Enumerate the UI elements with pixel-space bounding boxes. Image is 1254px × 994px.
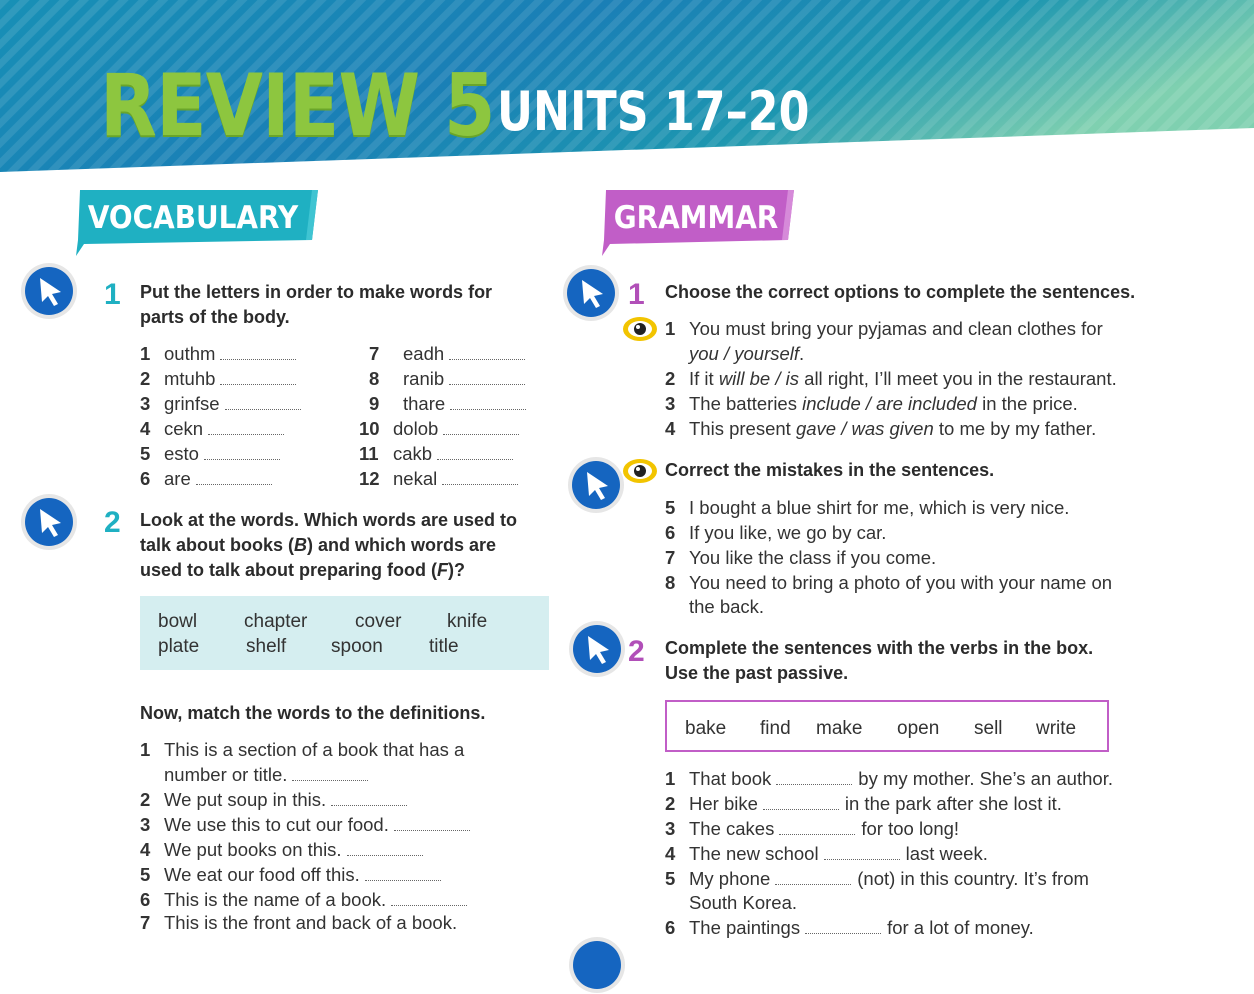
list-item: 6 are <box>140 466 272 491</box>
option-choice[interactable]: gave / was given <box>795 418 934 439</box>
list-item: 4 We put books on this. <box>140 837 423 862</box>
answer-blank[interactable] <box>443 416 519 435</box>
word-box-item: knife <box>447 611 488 632</box>
cursor-icon <box>568 936 626 994</box>
answer-blank[interactable] <box>824 841 900 860</box>
list-item: 4 This present gave / was given to me by my father. <box>665 418 1097 439</box>
cursor-icon <box>567 456 625 514</box>
exercise-number: 2 <box>104 506 121 539</box>
verb-box-item: sell <box>974 718 1003 739</box>
list-item: 3 We use this to cut our food. <box>140 812 470 837</box>
answer-blank[interactable] <box>365 862 441 881</box>
answer-blank[interactable] <box>331 787 407 806</box>
list-item: 5 esto <box>140 441 280 466</box>
verb-box-item: make <box>816 718 863 739</box>
answer-blank[interactable] <box>391 887 467 906</box>
list-item: 4 The new school last week. <box>665 843 988 864</box>
list-item: 3 The cakes for too long! <box>665 818 960 839</box>
answer-blank[interactable] <box>220 366 296 385</box>
answer-blank[interactable] <box>292 762 368 781</box>
verb-box-item: open <box>897 718 940 739</box>
exercise-instruction: Choose the correct options to complete the sentences. <box>665 282 1136 302</box>
list-item: 9 thare <box>369 391 526 416</box>
grammar-tag-label: GRAMMAR <box>613 200 779 236</box>
list-item: 7 You like the class if you come. <box>665 547 937 568</box>
list-item: 5 I bought a blue shirt for me, which is very nice. <box>665 497 1070 518</box>
answer-blank[interactable] <box>208 416 284 435</box>
answer-blank[interactable] <box>450 391 526 410</box>
option-choice[interactable]: will be / is <box>718 368 800 389</box>
exercise-instruction: Put the letters in order to make words for parts of the body. <box>140 282 493 327</box>
cursor-icon <box>568 620 626 678</box>
word-box-item: spoon <box>331 636 383 657</box>
eye-icon <box>622 458 658 484</box>
list-item: 3 The batteries include / are included in the price. <box>665 393 1078 414</box>
list-item: 12 nekal <box>359 466 518 491</box>
list-item: 5 My phone (not) in this country. It’s from <box>665 868 1089 889</box>
list-item: 2 Her bike in the park after she lost it. <box>665 793 1062 814</box>
units-title: UNITS 17–20 <box>497 80 810 143</box>
word-box-item: cover <box>355 611 402 632</box>
answer-blank[interactable] <box>220 341 296 360</box>
verb-box-item: write <box>1036 718 1077 739</box>
verb-box-item: bake <box>685 718 727 739</box>
list-item: 6 The paintings for a lot of money. <box>665 917 1034 938</box>
option-choice[interactable]: include / are included <box>802 393 977 414</box>
list-item: 2 If it will be / is all right, I’ll meet you in the restaurant. <box>665 368 1117 389</box>
list-item: you / yourself. <box>689 343 805 364</box>
vocabulary-tag <box>74 190 318 256</box>
list-item: 1 outhm <box>140 341 296 366</box>
answer-blank[interactable] <box>449 341 525 360</box>
answer-blank[interactable] <box>442 466 518 485</box>
list-item: 6 If you like, we go by car. <box>665 522 887 543</box>
review-title: REVIEW 5 <box>100 56 495 156</box>
verb-box <box>665 700 1109 752</box>
cursor-icon <box>562 264 620 322</box>
answer-blank[interactable] <box>805 915 881 934</box>
answer-blank[interactable] <box>437 441 513 460</box>
cursor-icon <box>20 262 78 320</box>
answer-blank[interactable] <box>394 812 470 831</box>
match-instruction: Now, match the words to the definitions. <box>140 703 486 723</box>
answer-blank[interactable] <box>225 391 301 410</box>
header-banner <box>0 0 1254 172</box>
exercise-instruction: Complete the sentences with the verbs in the box. Use the past passive. <box>665 638 1094 683</box>
answer-blank[interactable] <box>779 816 855 835</box>
answer-blank[interactable] <box>204 441 280 460</box>
word-box-item: plate <box>158 636 200 657</box>
vocabulary-tag-label: VOCABULARY <box>87 200 299 236</box>
list-item: 2 We put soup in this. <box>140 787 407 812</box>
answer-blank[interactable] <box>763 791 839 810</box>
word-box-item: bowl <box>158 611 198 632</box>
grammar-tag <box>600 190 794 256</box>
answer-blank[interactable] <box>196 466 272 485</box>
word-box <box>140 596 549 670</box>
list-item: 8 You need to bring a photo of you with your name on <box>665 572 1113 593</box>
list-item: South Korea. <box>689 892 797 913</box>
word-box-item: shelf <box>246 636 287 657</box>
exercise-number: 1 <box>628 278 645 311</box>
list-item: 1 You must bring your pyjamas and clean clothes for <box>665 318 1103 339</box>
exercise-number: 1 <box>104 278 121 311</box>
list-item: 8 ranib <box>369 366 525 391</box>
list-item: 5 We eat our food off this. <box>140 862 441 887</box>
verb-box-item: find <box>760 718 791 739</box>
word-box-item: chapter <box>244 611 308 632</box>
list-item: 6 This is the name of a book. <box>140 887 467 912</box>
list-item: 1 This is a section of a book that has a <box>140 739 465 760</box>
list-item: 7 This is the front and back of a book. <box>140 912 458 933</box>
list-item: 7 eadh <box>369 341 525 366</box>
list-item: 1 That book by my mother. She’s an author. <box>665 768 1113 789</box>
exercise-instruction: Look at the words. Which words are used to talk about books (B) and which words are used to talk about preparing food (F)? <box>140 510 518 580</box>
list-item: 3 grinfse <box>140 391 301 416</box>
answer-blank[interactable] <box>775 866 851 885</box>
eye-icon <box>622 316 658 342</box>
answer-blank[interactable] <box>776 766 852 785</box>
option-choice[interactable]: you / yourself <box>689 343 800 364</box>
list-item: 4 cekn <box>140 416 284 441</box>
cursor-icon <box>20 493 78 551</box>
correct-instruction: Correct the mistakes in the sentences. <box>665 460 995 480</box>
word-box-item: title <box>429 636 459 657</box>
list-item: 10 dolob <box>359 416 519 441</box>
list-item: 11 cakb <box>359 441 513 466</box>
exercise-number: 2 <box>628 635 645 668</box>
list-item: 2 mtuhb <box>140 366 296 391</box>
list-item: number or title. <box>140 762 368 787</box>
list-item: the back. <box>689 596 765 617</box>
answer-blank[interactable] <box>449 366 525 385</box>
answer-blank[interactable] <box>347 837 423 856</box>
